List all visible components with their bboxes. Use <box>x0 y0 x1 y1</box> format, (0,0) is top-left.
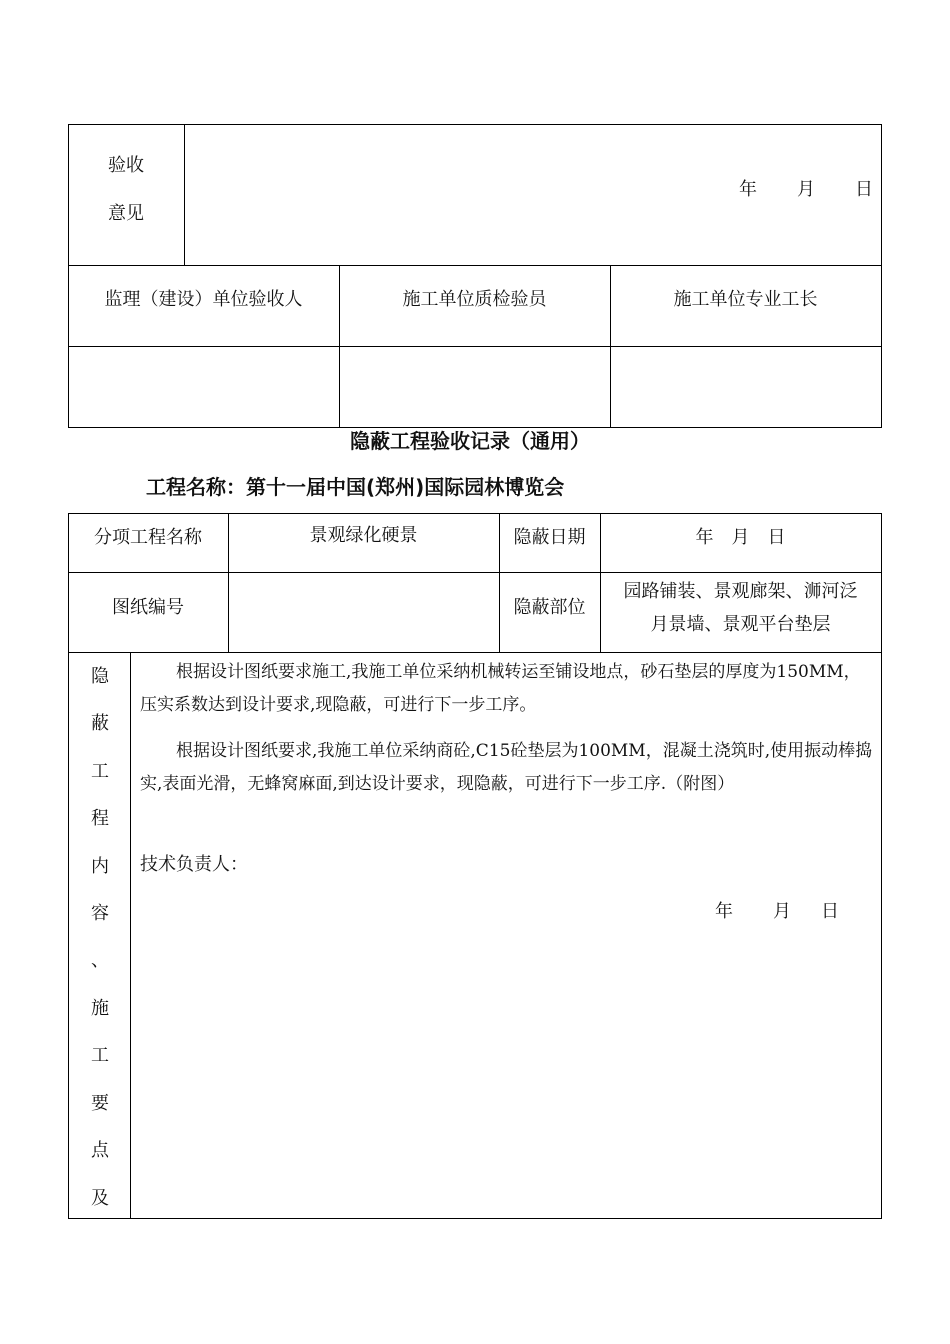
vertical-label-char: 隐 <box>91 666 109 687</box>
opinion-label-line1: 验收 <box>108 155 144 176</box>
drawing-number-label: 图纸编号 <box>112 597 184 618</box>
quality-inspector-header: 施工单位质检验员 <box>402 289 547 310</box>
opinion-date-day: 日 <box>855 179 873 200</box>
vertical-label-char: 程 <box>91 808 109 829</box>
item-name-value: 景观绿化硬景 <box>309 525 418 546</box>
vertical-label-char: 要 <box>91 1093 109 1114</box>
vertical-label-char: 点 <box>91 1140 109 1161</box>
foreman-signature-cell[interactable] <box>611 347 881 427</box>
vertical-label-char: 施 <box>91 998 109 1019</box>
opinion-date-month: 月 <box>797 179 815 200</box>
item-name-label: 分项工程名称 <box>94 527 202 548</box>
hidden-date-value: 年 月 日 <box>695 527 786 548</box>
hidden-part-label: 隐蔽部位 <box>513 597 586 618</box>
quality-inspector-signature-cell[interactable] <box>340 347 610 427</box>
vertical-label-char: 容 <box>91 903 109 924</box>
tech-lead-label: 技术负责人： <box>140 854 248 875</box>
supervisor-signature-cell[interactable] <box>69 347 339 427</box>
vertical-label-char: 工 <box>91 1045 109 1066</box>
content-date-year: 年 <box>715 901 733 922</box>
vertical-label-char: 内 <box>91 856 109 877</box>
hidden-part-line2: 月景墙、景观平台垫层 <box>650 614 831 635</box>
hidden-date-label: 隐蔽日期 <box>513 527 586 548</box>
document-title: 隐蔽工程验收记录（通用） <box>350 429 590 453</box>
content-date-month: 月 <box>773 901 791 922</box>
hidden-part-line1: 园路铺装、景观廊架、浉河泛 <box>623 581 858 602</box>
opinion-date-year: 年 <box>739 179 757 200</box>
content-paragraph-1: 根据设计图纸要求施工,我施工单位采纳机械转运至铺设地点，砂石垫层的厚度为150MM，压实系数达到设计要求,现隐蔽，可进行下一步工序。 <box>140 662 861 715</box>
opinion-label-line2: 意见 <box>108 203 144 224</box>
content-paragraph-2: 根据设计图纸要求,我施工单位采纳商砼,C15砼垫层为100MM，混凝土浇筑时,使用振动棒捣实,表面光滑，无蜂窝麻面,到达设计要求，现隐蔽，可进行下一步工序.（附图） <box>140 741 873 794</box>
vertical-label-char: 及 <box>91 1188 109 1209</box>
project-name: 工程名称：第十一届中国(郑州)国际园林博览会 <box>146 475 565 499</box>
content-date-day: 日 <box>821 901 839 922</box>
foreman-header: 施工单位专业工长 <box>673 289 818 310</box>
tech-lead-signature-field[interactable] <box>250 850 550 880</box>
vertical-label-char: 工 <box>91 761 109 782</box>
vertical-label-char: 蔽 <box>91 713 109 734</box>
supervisor-header: 监理（建设）单位验收人 <box>104 289 303 310</box>
vertical-label-char: 、 <box>91 950 109 971</box>
